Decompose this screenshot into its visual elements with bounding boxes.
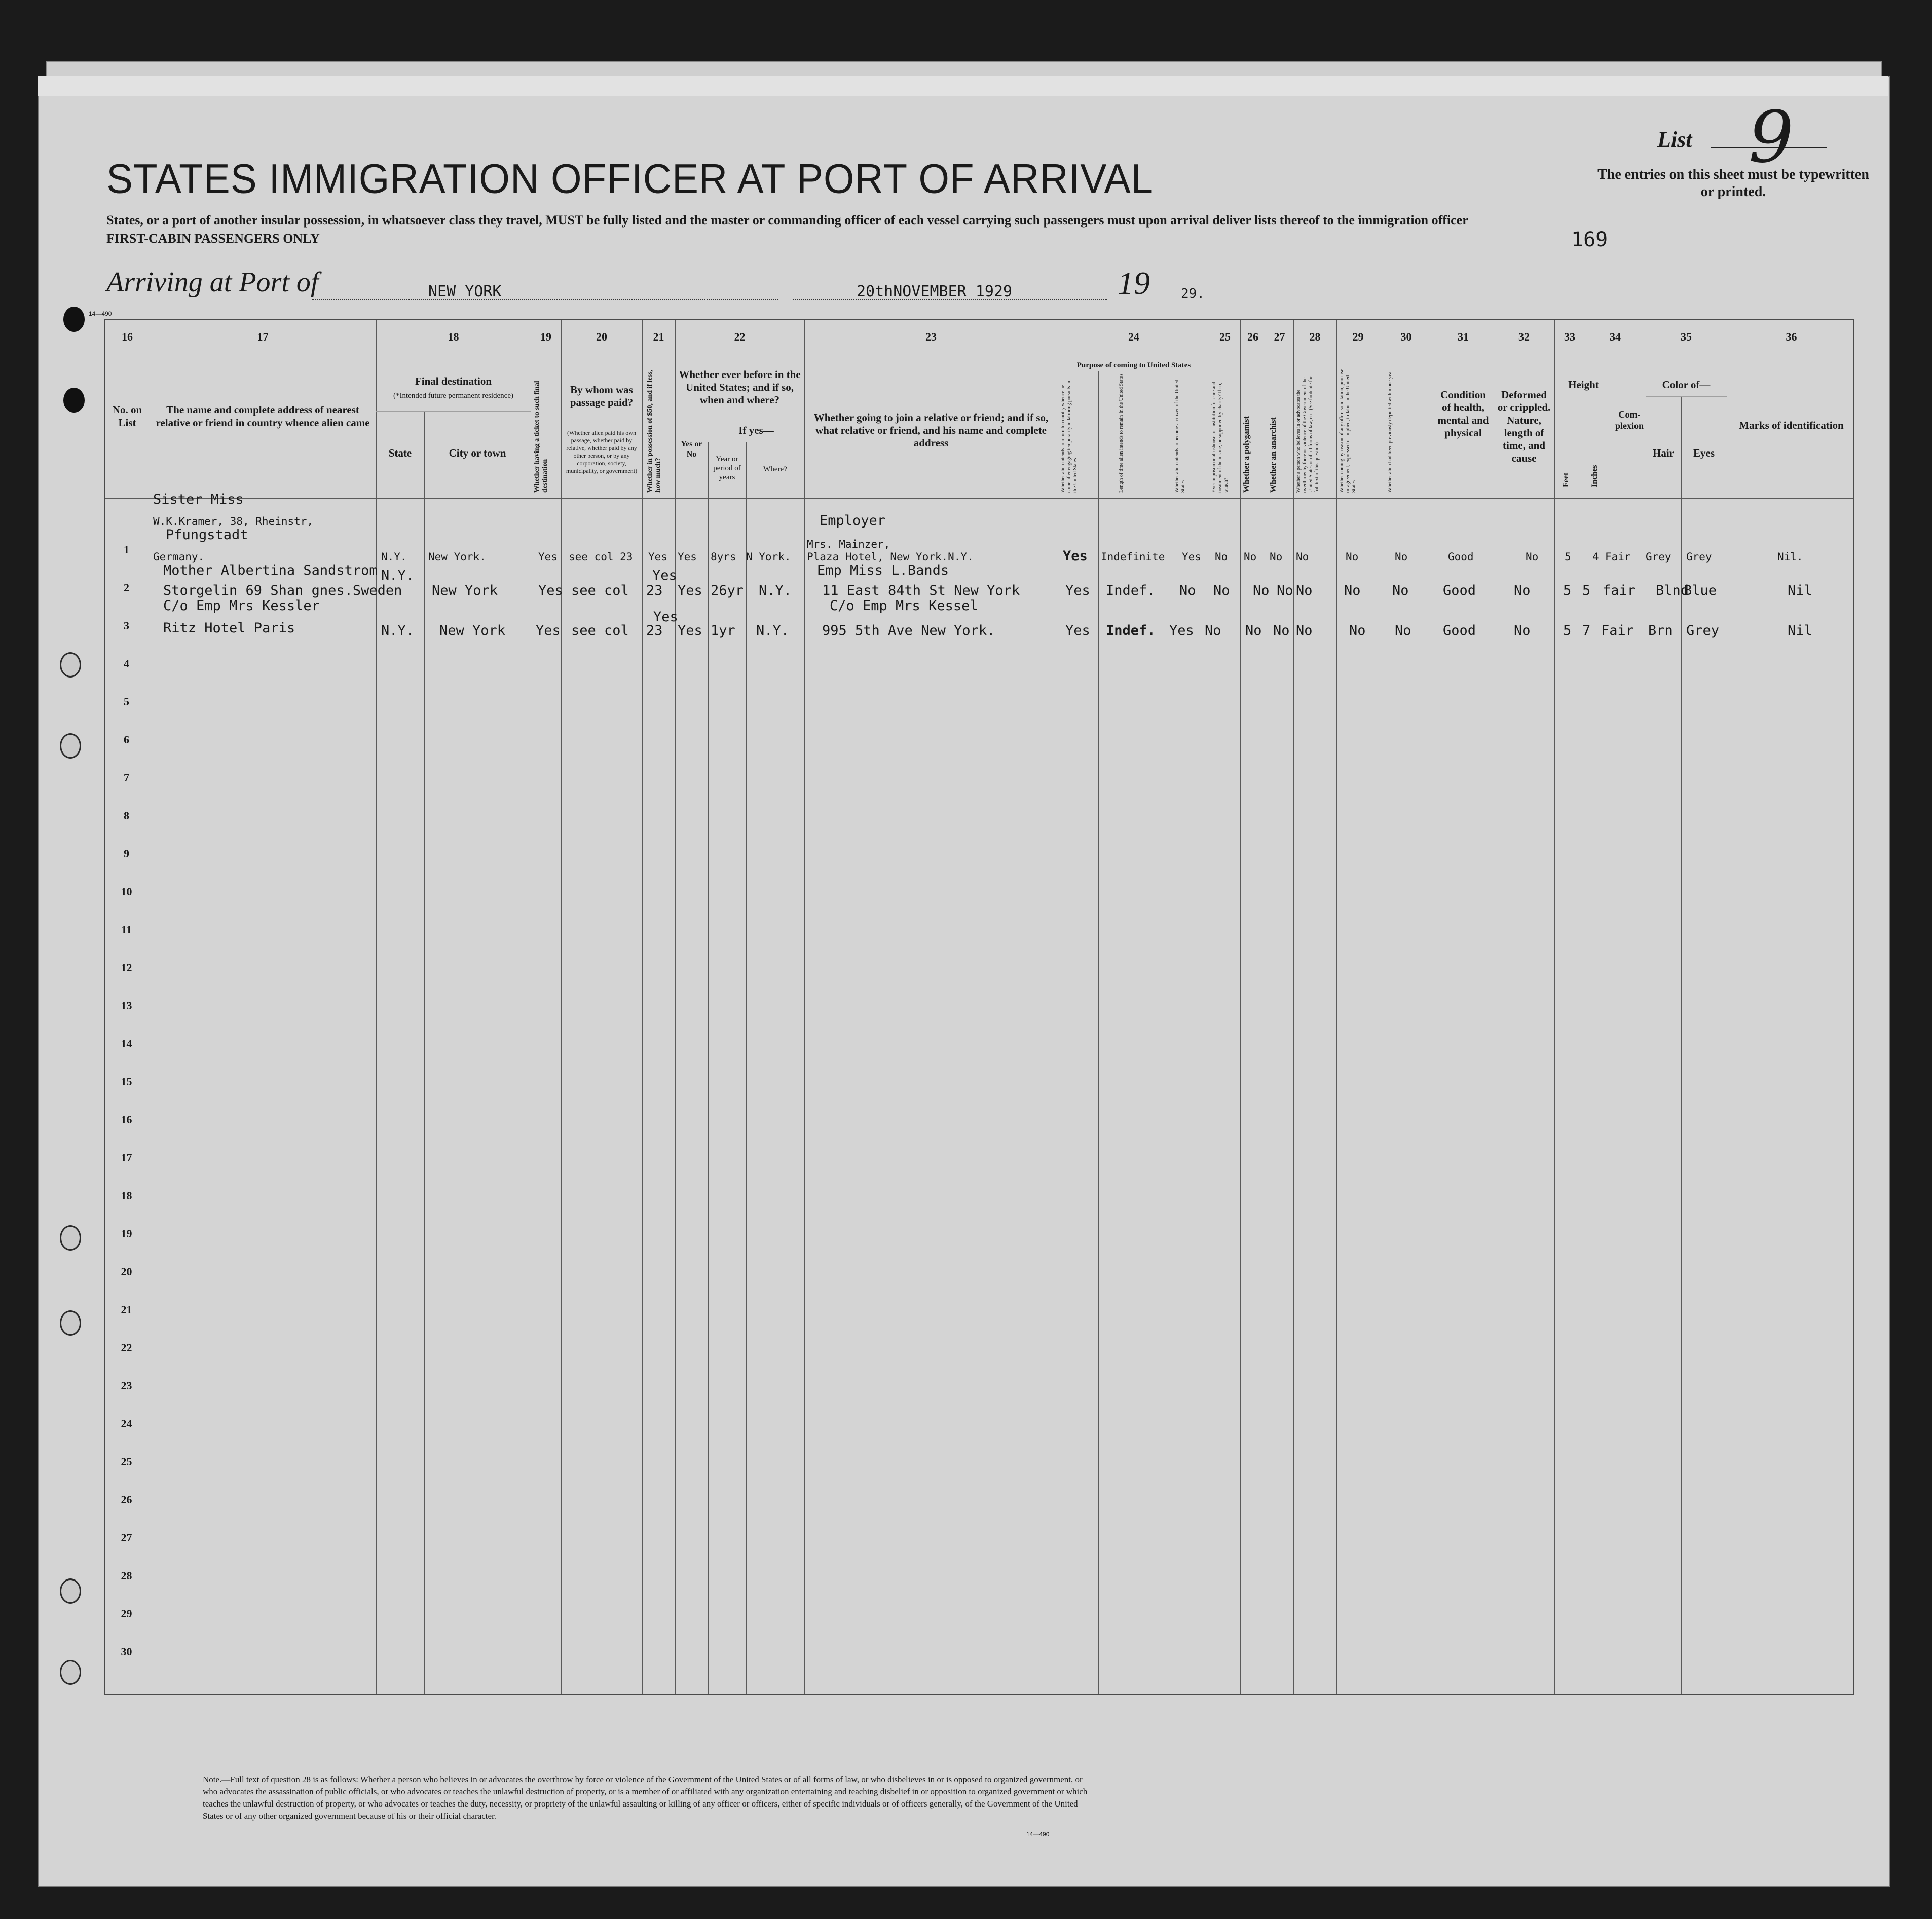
- colnum-22: 22: [734, 330, 746, 343]
- row1-health: Good: [1448, 551, 1474, 563]
- header-year-period: Year or period of years: [713, 455, 741, 481]
- row3-purpose-return: Yes: [1065, 623, 1090, 638]
- row3-deformed: No: [1514, 623, 1531, 638]
- page-title: STATES IMMIGRATION OFFICER AT PORT OF ARRIVAL: [106, 155, 1154, 202]
- sheet-number: 169: [1571, 228, 1608, 251]
- row3-col29: No: [1349, 623, 1366, 638]
- subtitle-line-2: FIRST-CABIN PASSENGERS ONLY: [106, 231, 320, 246]
- row2-passage: see col: [571, 583, 629, 598]
- form-ref-top: 14—490: [89, 310, 112, 317]
- row2-deformed: No: [1514, 583, 1531, 598]
- header-purpose: Purpose of coming to United States: [1076, 361, 1191, 369]
- header-polygamist: Whether a polygamist: [1242, 416, 1251, 493]
- row1-purpose-return: Yes: [1063, 548, 1088, 564]
- row1-relative-line2: W.K.Kramer, 38, Rheinstr,: [153, 515, 314, 528]
- row-number: 26: [121, 1493, 132, 1506]
- row1-money: Yes: [648, 551, 667, 563]
- colnum-36: 36: [1786, 330, 1797, 343]
- colnum-30: 30: [1400, 330, 1412, 343]
- row3-hair: Brn: [1648, 623, 1673, 638]
- row-number: 4: [124, 657, 129, 670]
- row1-col25: No: [1215, 551, 1228, 563]
- row3-relative-line1: Ritz Hotel Paris: [163, 620, 295, 636]
- row2-feet: 5: [1563, 583, 1572, 598]
- row2-relative-line1: Mother Albertina Sandstrom: [163, 562, 378, 578]
- form-ref-bottom: 14—490: [1026, 1831, 1050, 1838]
- row3-health: Good: [1443, 623, 1476, 638]
- colnum-35: 35: [1681, 330, 1692, 343]
- row-number: 21: [121, 1303, 132, 1316]
- header-yes-or-no: Yes or No: [681, 440, 702, 459]
- sheet-top-edge: [38, 76, 1888, 96]
- row1-relative-line1: Sister Miss: [153, 492, 244, 507]
- row-number: 3: [124, 619, 129, 632]
- row3-col28: No: [1296, 623, 1313, 638]
- row-number: 20: [121, 1265, 132, 1278]
- row3-col27: No: [1273, 623, 1290, 638]
- row1-purpose-length: Indefinite: [1101, 551, 1165, 563]
- question-28-footnote: Note.—Full text of question 28 is as follows: Whether a person who believes in or advocates the overthrow by force or violence of the Government of the United States or of all forms of law, or who disbelieves in or is opposed to organized government, or who advocates the assassination of public officials, or who advocates or teaches the unlawful destruction of property, or is a member of or affiliated with any organization entertaining and teaching disbelief in or opposition to organized government or which teaches the unlawful destruction of property, or who advocates or teaches the duty, necessity, or propriety of the unlawful assaulting or killing of any officer or officers, either of specific individuals or of officers generally, of the Government of the United States or of any other organized government because of his or their official character.: [203, 1775, 1088, 1821]
- header-purpose-citizen: Whether alien intends to become a citizen of the United States: [1174, 380, 1186, 493]
- row2-col29: No: [1344, 583, 1361, 598]
- colnum-20: 20: [596, 330, 607, 343]
- row3-purpose-length: Indef.: [1106, 623, 1156, 638]
- row-number: 9: [124, 847, 129, 860]
- row1-eyes: Grey: [1686, 551, 1712, 563]
- row1-col27: No: [1270, 551, 1283, 563]
- row3-money: 23: [646, 623, 663, 638]
- row-number: 13: [121, 999, 132, 1012]
- header-join-relative: Whether going to join a relative or friend; and if so, what relative or friend, and his name and complete address: [813, 411, 1049, 449]
- row2-join-line3: C/o Emp Mrs Kessel: [830, 598, 978, 614]
- row2-state: N.Y.: [381, 568, 415, 583]
- header-feet: Feet: [1562, 472, 1570, 487]
- binder-hole: [60, 652, 81, 678]
- binder-hole: [60, 1578, 81, 1604]
- row-number: 7: [124, 771, 129, 784]
- row3-eyes: Grey: [1686, 623, 1720, 638]
- row-number: 24: [121, 1417, 132, 1430]
- row1-join-line2: Mrs. Mainzer,: [807, 538, 890, 550]
- row2-city: New York: [432, 583, 498, 598]
- colnum-25: 25: [1219, 330, 1231, 343]
- row2-where: N.Y.: [759, 583, 792, 598]
- colnum-21: 21: [653, 330, 664, 343]
- row3-before: Yes: [678, 623, 702, 638]
- subtitle-line-1: States, or a port of another insular possession, in whatsoever class they travel, MUST be fully listed and the master or commanding officer of each vessel carrying such passengers must upon arrival deliver lists thereof to the immigration officer: [106, 213, 1468, 228]
- row-number: 23: [121, 1379, 132, 1392]
- row2-col26: No: [1253, 583, 1270, 598]
- header-purpose-length: Length of time alien intends to remain in the United States: [1119, 373, 1124, 493]
- header-final-destination: Final destination: [415, 375, 492, 387]
- row-number: 5: [124, 695, 129, 708]
- colnum-16: 16: [122, 330, 133, 343]
- row2-join-line2: 11 East 84th St New York: [822, 583, 1020, 598]
- port-line: [312, 299, 778, 300]
- row-number: 19: [121, 1227, 132, 1240]
- row1-purpose-citizen: Yes: [1182, 551, 1201, 563]
- row2-hair: Blnd: [1656, 583, 1689, 598]
- row3-inches: 7: [1582, 623, 1591, 638]
- row2-col27: No: [1277, 583, 1293, 598]
- port-value: NEW YORK: [428, 283, 502, 300]
- row2-complexion: fair: [1603, 583, 1636, 598]
- row2-years: 26yr: [711, 583, 744, 598]
- row-number: 15: [121, 1075, 132, 1088]
- row1-deformed: No: [1526, 551, 1539, 563]
- row1-col26: No: [1244, 551, 1257, 563]
- binder-hole: [60, 1310, 81, 1336]
- colnum-17: 17: [257, 330, 269, 343]
- binder-hole: [63, 388, 85, 413]
- colnum-34: 34: [1610, 330, 1621, 343]
- row1-col28: No: [1296, 551, 1309, 563]
- row1-before: Yes: [678, 551, 697, 563]
- colnum-27: 27: [1274, 330, 1285, 343]
- row1-col29: No: [1346, 551, 1359, 563]
- header-state: State: [388, 447, 412, 459]
- row-number: 27: [121, 1531, 132, 1544]
- row3-col30: No: [1395, 623, 1411, 638]
- row1-ticket: Yes: [538, 551, 558, 563]
- header-ticket: Whether having a ticket to such final destination: [533, 381, 549, 493]
- header-eyes: Eyes: [1693, 447, 1715, 459]
- row-number: 11: [121, 923, 132, 936]
- binder-hole: [60, 1660, 81, 1685]
- row1-passage: see col 23: [569, 551, 633, 563]
- row-number: 2: [124, 581, 129, 594]
- row2-col28: No: [1296, 583, 1313, 598]
- row-number: 22: [121, 1341, 132, 1354]
- row-number: 30: [121, 1645, 132, 1658]
- row-number: 16: [121, 1113, 132, 1126]
- header-final-destination-note: (*Intended future permanent residence): [393, 392, 513, 400]
- header-deported: Whether alien had been previously deported within one year: [1387, 370, 1393, 493]
- row2-purpose-citizen: No: [1179, 583, 1196, 598]
- year-prefix: 19: [1118, 265, 1150, 301]
- colnum-24: 24: [1128, 330, 1139, 343]
- header-money: Whether in possession of $50, and if less, how much?: [646, 369, 662, 493]
- header-complexion: Com-plexion: [1615, 409, 1644, 431]
- row2-purpose-return: Yes: [1065, 583, 1090, 598]
- header-purpose-return: Whether alien intends to return to country whence he came after engaging temporarily in laboring pursuits in the United States: [1060, 381, 1078, 493]
- row1-join-line3: Plaza Hotel, New York.N.Y.: [807, 551, 974, 563]
- colnum-31: 31: [1458, 330, 1469, 343]
- row2-eyes: Blue: [1684, 583, 1717, 598]
- row-number: 25: [121, 1455, 132, 1468]
- arriving-label: Arriving at Port of: [106, 267, 319, 298]
- row1-col30: No: [1395, 551, 1408, 563]
- header-color-of: Color of—: [1662, 379, 1711, 391]
- row2-marks: Nil: [1788, 583, 1812, 598]
- row3-money-yes: Yes: [653, 609, 678, 625]
- list-label: List: [1657, 127, 1692, 152]
- row1-city: New York.: [428, 551, 486, 563]
- header-relative: The name and complete address of nearest relative or friend in country whence alien came: [156, 404, 370, 429]
- list-number: 9: [1749, 96, 1794, 179]
- year-suffix: 29.: [1181, 286, 1205, 302]
- header-if-yes: If yes—: [738, 424, 774, 436]
- row3-city: New York: [439, 623, 506, 638]
- row-number: 14: [121, 1037, 132, 1050]
- colnum-33: 33: [1564, 330, 1575, 343]
- row2-join-line1: Emp Miss L.Bands: [817, 562, 949, 578]
- row3-years: 1yr: [711, 623, 735, 638]
- row3-join-line1: 995 5th Ave New York.: [822, 623, 995, 638]
- row-number: 1: [124, 543, 129, 556]
- row-number: 8: [124, 809, 129, 822]
- row1-relative-line4: Germany.: [153, 551, 205, 563]
- header-health: Condition of health, mental and physical: [1437, 389, 1489, 439]
- header-overthrow: Whether a person who believes in or advocates the overthrow by force or violence of the Government of the United States or of all forms of law, etc. (See footnote for full text of this question): [1296, 375, 1320, 493]
- header-marks: Marks of identification: [1739, 419, 1844, 431]
- header-labor-offer: Whether coming by reason of any offer, solicitation, promise or agreement, expressed or implied, to labor in the United States: [1339, 369, 1357, 493]
- row3-feet: 5: [1563, 623, 1572, 638]
- row1-inches: 4: [1592, 551, 1599, 563]
- row-number: 28: [121, 1569, 132, 1582]
- row3-purpose-citizen: Yes: [1169, 623, 1194, 638]
- header-height: Height: [1568, 379, 1599, 391]
- typewritten-instruction: The entries on this sheet must be typewritten or printed.: [1597, 167, 1869, 200]
- row3-state: N.Y.: [381, 623, 415, 638]
- row2-inches: 5: [1582, 583, 1591, 598]
- row2-health: Good: [1443, 583, 1476, 598]
- row3-col26: No: [1245, 623, 1262, 638]
- date-value: 20thNOVEMBER 1929: [857, 283, 1013, 300]
- colnum-32: 32: [1518, 330, 1530, 343]
- row3-passage: see col: [571, 623, 629, 638]
- row2-money: 23: [646, 583, 663, 598]
- header-hair: Hair: [1653, 447, 1674, 459]
- row3-ticket: Yes: [536, 623, 561, 638]
- row1-relative-line3: Pfungstadt: [166, 527, 248, 543]
- colnum-28: 28: [1309, 330, 1321, 343]
- binder-hole: [60, 733, 81, 759]
- row-number: 29: [121, 1607, 132, 1620]
- row-number: 18: [121, 1189, 132, 1202]
- row-number: 10: [121, 885, 132, 898]
- row3-complexion: Fair: [1601, 623, 1634, 638]
- binder-hole: [63, 307, 85, 332]
- row1-complexion: Fair: [1605, 551, 1631, 563]
- row2-relative-line2: Storgelin 69 Shan gnes.Sweden: [163, 583, 402, 598]
- row1-join-line1: Employer: [820, 513, 886, 529]
- row1-marks: Nil.: [1777, 551, 1803, 563]
- row1-state: N.Y.: [381, 551, 407, 563]
- colnum-29: 29: [1352, 330, 1364, 343]
- row1-hair: Grey: [1646, 551, 1671, 563]
- header-before-us: Whether ever before in the United States; and if so, when and where?: [679, 368, 801, 406]
- colnum-18: 18: [448, 330, 459, 343]
- row1-where: N York.: [746, 551, 791, 563]
- colnum-23: 23: [925, 330, 937, 343]
- row2-before: Yes: [678, 583, 702, 598]
- header-passage: By whom was passage paid?: [570, 384, 634, 408]
- row2-money-yes: Yes: [652, 568, 677, 583]
- manifest-table: [104, 319, 1854, 1695]
- row-number: 12: [121, 961, 132, 974]
- header-inches: Inches: [1590, 465, 1599, 487]
- binder-hole: [60, 1225, 81, 1251]
- colnum-19: 19: [540, 330, 551, 343]
- header-passage-note: (Whether alien paid his own passage, whether paid by relative, whether paid by any other person, or by any corporation, society, municipality, or government): [566, 429, 638, 474]
- row3-col25: No: [1205, 623, 1221, 638]
- header-where: Where?: [763, 465, 787, 473]
- row2-col30: No: [1392, 583, 1409, 598]
- colnum-26: 26: [1247, 330, 1258, 343]
- header-anarchist: Whether an anarchist: [1269, 417, 1278, 493]
- row2-ticket: Yes: [538, 583, 563, 598]
- row3-marks: Nil: [1788, 623, 1812, 638]
- row-number: 6: [124, 733, 129, 746]
- header-city: City or town: [449, 447, 506, 459]
- row2-purpose-length: Indef.: [1106, 583, 1156, 598]
- header-prison: Ever in prison or almshouse, or institution for care and treatment of the insane, or supported by charity? If so, which?: [1211, 382, 1229, 493]
- row-number: 17: [121, 1151, 132, 1164]
- row3-where: N.Y.: [756, 623, 790, 638]
- header-deformed: Deformed or crippled. Nature, length of time, and cause: [1497, 389, 1551, 464]
- row1-years: 8yrs: [711, 551, 736, 563]
- row1-feet: 5: [1565, 551, 1571, 563]
- row2-col25: No: [1213, 583, 1230, 598]
- row2-relative-line3: C/o Emp Mrs Kessler: [163, 598, 320, 614]
- header-no-on-list: No. on List: [112, 404, 142, 429]
